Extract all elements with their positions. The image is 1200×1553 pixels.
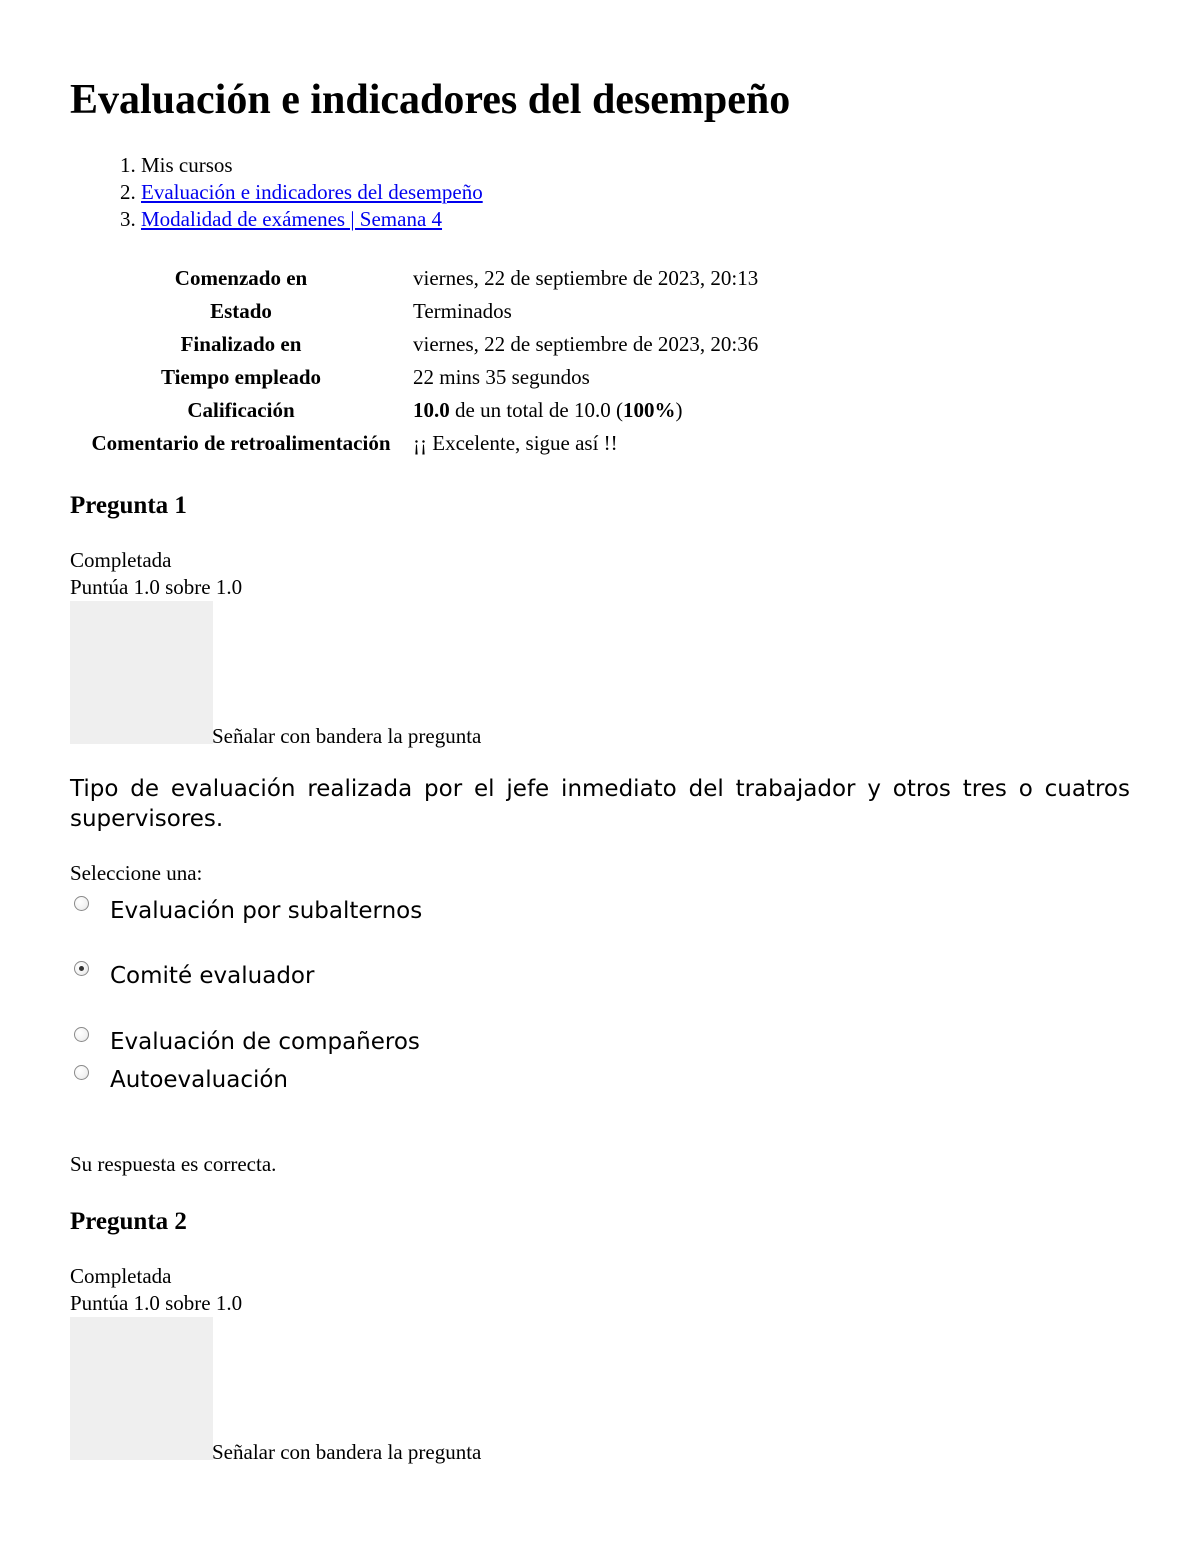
attempt-summary-table bbox=[73, 262, 758, 460]
breadcrumb-item-course[interactable] bbox=[141, 179, 483, 206]
question-grade: Puntúa 1.0 sobre 1.0 bbox=[70, 1291, 243, 1315]
radio-button[interactable] bbox=[74, 1027, 89, 1042]
question-2 bbox=[70, 1207, 1130, 1464]
summary-label: Comenzado en bbox=[174, 266, 308, 290]
summary-value: ¡¡ Excelente, sigue así !! bbox=[413, 431, 618, 455]
question-1-prompt: Seleccione una: bbox=[70, 861, 203, 885]
flag-icon[interactable] bbox=[70, 1317, 213, 1460]
radio-button[interactable] bbox=[74, 1065, 89, 1080]
option-label[interactable]: Evaluación de compañeros bbox=[110, 1029, 420, 1055]
flag-question[interactable] bbox=[70, 601, 1130, 748]
grade-percent: 100% bbox=[622, 398, 676, 422]
breadcrumb-link-section[interactable]: Modalidad de exámenes | Semana 4 bbox=[141, 207, 443, 231]
question-state: Completada bbox=[70, 1264, 172, 1288]
summary-row-feedback bbox=[73, 427, 758, 460]
option-label[interactable]: Comité evaluador bbox=[110, 963, 315, 989]
summary-value: viernes, 22 de septiembre de 2023, 20:13 bbox=[413, 266, 759, 290]
breadcrumb-item-my-courses: 1. Mis cursos bbox=[141, 152, 483, 179]
flag-question-label[interactable]: Señalar con bandera la pregunta bbox=[212, 1440, 482, 1464]
question-title: Pregunta 1 bbox=[70, 492, 187, 519]
option-label[interactable]: Evaluación por subalternos bbox=[110, 898, 423, 924]
question-1 bbox=[70, 491, 1130, 748]
grade-score: 10.0 bbox=[413, 398, 450, 422]
option-label[interactable]: Autoevaluación bbox=[110, 1067, 289, 1093]
summary-value: Terminados bbox=[413, 299, 512, 323]
summary-value: viernes, 22 de septiembre de 2023, 20:36 bbox=[413, 332, 759, 356]
summary-label: Tiempo empleado bbox=[160, 365, 322, 389]
flag-question[interactable] bbox=[70, 1317, 1130, 1464]
question-1-feedback: Su respuesta es correcta. bbox=[70, 1152, 277, 1176]
summary-row-finished bbox=[73, 328, 758, 361]
flag-question-label[interactable]: Señalar con bandera la pregunta bbox=[212, 724, 482, 748]
question-title: Pregunta 2 bbox=[70, 1208, 187, 1235]
question-state: Completada bbox=[70, 548, 172, 572]
question-grade: Puntúa 1.0 sobre 1.0 bbox=[70, 575, 243, 599]
flag-icon[interactable] bbox=[70, 601, 213, 744]
summary-row-started bbox=[73, 262, 758, 295]
grade-end: ) bbox=[675, 398, 683, 422]
summary-row-state bbox=[73, 295, 758, 328]
question-1-text: Tipo de evaluación realizada por el jefe inmediato del trabajador y otros tres o cuatros supervisores. bbox=[70, 776, 1130, 832]
radio-button[interactable] bbox=[74, 896, 89, 911]
summary-row-grade bbox=[73, 394, 758, 427]
grade-mid: de un total de 10.0 ( bbox=[449, 398, 623, 422]
summary-label: Comentario de retroalimentación bbox=[91, 431, 391, 455]
summary-row-time bbox=[73, 361, 758, 394]
page-title: Evaluación e indicadores del desempeño bbox=[70, 77, 791, 123]
breadcrumb bbox=[70, 152, 483, 233]
summary-value: 22 mins 35 segundos bbox=[413, 365, 590, 389]
summary-label: Calificación bbox=[187, 398, 295, 422]
summary-value-grade bbox=[413, 394, 758, 427]
summary-label: Finalizado en bbox=[180, 332, 302, 356]
breadcrumb-link-course[interactable]: Evaluación e indicadores del desempeño bbox=[141, 180, 483, 204]
breadcrumb-item-section[interactable] bbox=[141, 206, 483, 233]
summary-label: Estado bbox=[210, 299, 272, 323]
radio-button-checked[interactable] bbox=[74, 961, 89, 976]
